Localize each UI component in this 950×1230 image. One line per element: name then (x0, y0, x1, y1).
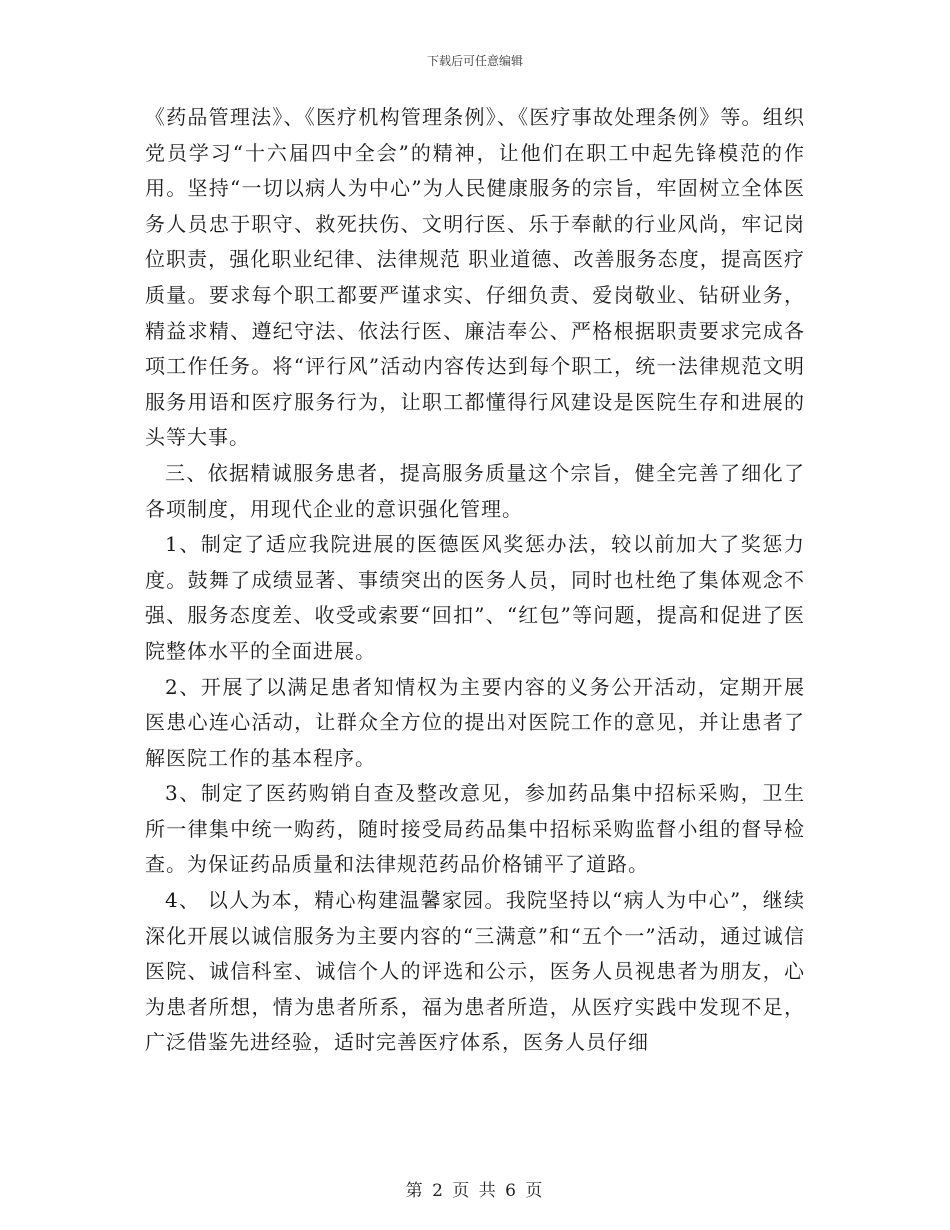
paragraph-3: 1、制定了适应我院进展的医德医风奖惩办法，较以前加大了奖惩力度。鼓舞了成绩显著、事绩突出的医务人员，同时也杜绝了集体观念不强、服务态度差、收受或索要“回扣”、“红包”等问题，提高和促进了医院整体水平的全面进展。 (145, 532, 805, 663)
paragraph-1: 《药品管理法》、《医疗机构管理条例》、《医疗事故处理条例》等。组织党员学习“十六届四中全会”的精神，让他们在职工中起先锋模范的作用。坚持“一切以病人为中心”为人民健康服务的宗旨，牢固树立全体医务人员忠于职守、救死扶伤、文明行医、乐于奉献的行业风尚，牢记岗位职责，强化职业纪律、法律规范 职业道德、改善服务态度，提高医疗质量。要求每个职工都要严谨求实、仔细负责、爱岗敬业、钻研业务，精益求精、遵纪守法、依法行医、廉洁奉公、严格根据职责要求完成各项工作任务。将“评行风”活动内容传达到每个职工，统一法律规范文明服务用语和医疗服务行为，让职工都懂得行风建设是医院生存和进展的头等大事。 (145, 105, 805, 450)
page-footer: 第 2 页 共 6 页 (405, 1181, 545, 1201)
paragraph-4: 2、开展了以满足患者知情权为主要内容的义务公开活动，定期开展医患心连心活动，让群众全方位的提出对医院工作的意见，并让患者了解医院工作的基本程序。 (145, 674, 805, 770)
paragraph-5: 3、制定了医药购销自查及整改意见，参加药品集中招标采购，卫生所一律集中统一购药，随时接受局药品集中招标采购监督小组的督导检查。为保证药品质量和法律规范药品价格铺平了道路。 (145, 781, 805, 877)
document-body (145, 100, 805, 1061)
page-header: 下载后可任意编辑 (426, 54, 523, 68)
paragraph-2: 三、依据精诚服务患者，提高服务质量这个宗旨，健全完善了细化了各项制度，用现代企业的意识强化管理。 (145, 460, 805, 521)
paragraph-6: 4、 以人为本，精心构建温馨家园。我院坚持以“病人为中心”，继续深化开展以诚信服务为主要内容的“三满意”和“五个一”活动，通过诚信医院、诚信科室、诚信个人的评选和公示，医务人员视患者为朋友，心为患者所想，情为患者所系，福为患者所造，从医疗实践中发现不足，广泛借鉴先进经验，适时完善医疗体系，医务人员仔细 (145, 888, 805, 1055)
